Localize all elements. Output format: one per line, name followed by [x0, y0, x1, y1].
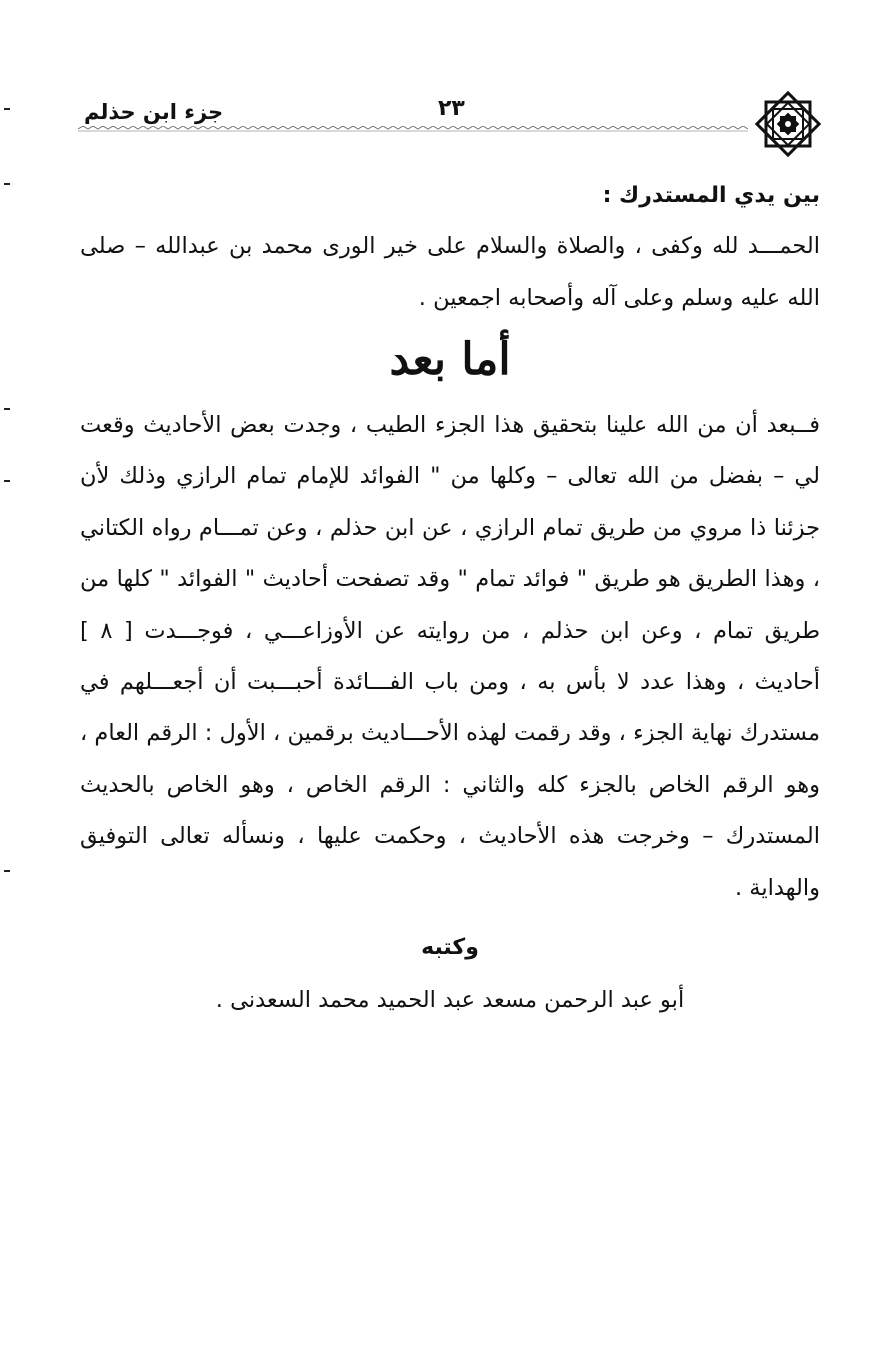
decorative-rule [78, 126, 748, 132]
margin-mark [4, 480, 10, 482]
margin-mark [4, 870, 10, 872]
margin-mark [4, 108, 10, 110]
signoff: وكتبه [421, 935, 479, 961]
margin-mark [4, 183, 10, 185]
octagram-ornament-icon [752, 88, 824, 160]
margin-mark [4, 408, 10, 410]
main-paragraph: فــبعد أن من الله علينا بتحقيق هذا الجزء الطيب ، وجدت بعض الأحاديث وقعت لي – بفضل من الله تعالى – وكلها من " الفوائد للإمام تمام الرازي وذلك لأن جزئنا ذا مروي من طريق تمام الرازي ، عن ابن حذلم ، وعن تمـــام رواه الكتاني ، وهذا الطريق هو طريق " فوائد تمام " وقد تصفحت أحاديث " الفوائد " كلها من طريق تمام ، وعن ابن حذلم ، من روايته عن الأوزاعـــي ، فوجـــدت [ ٨ ] أحاديث ، وهذا عدد لا بأس به ، ومن باب الفـــائدة أحبـــبت أن أجعـــلهم في مستدرك نهاية الجزء ، وقد رقمت لهذه الأحـــاديث برقمين ، الأول : الرقم العام ، وهو الرقم الخاص بالجزء كله والثاني : الرقم الخاص ، وهو الخاص بالحديث المستدرك – وخرجت هذه الأحاديث ، وحكمت عليها ، ونسأله تعالى التوفيق والهداية . [80, 412, 820, 901]
page-header [78, 88, 824, 178]
page-title: أما بعد [389, 334, 511, 385]
author-name: أبو عبد الرحمن مسعد عبد الحميد محمد السعدنى . [215, 987, 685, 1014]
page-body [80, 178, 820, 1020]
intro-paragraph: الحمـــد لله وكفى ، والصلاة والسلام على خير الورى محمد بن عبدالله – صلى الله عليه وسلم وعلى آله وأصحابه اجمعين . [80, 233, 820, 311]
page-number: ٢٣ [438, 96, 465, 121]
running-title: جزء ابن حذلم [84, 100, 224, 124]
section-heading: بين يدي المستدرك : [602, 183, 820, 208]
